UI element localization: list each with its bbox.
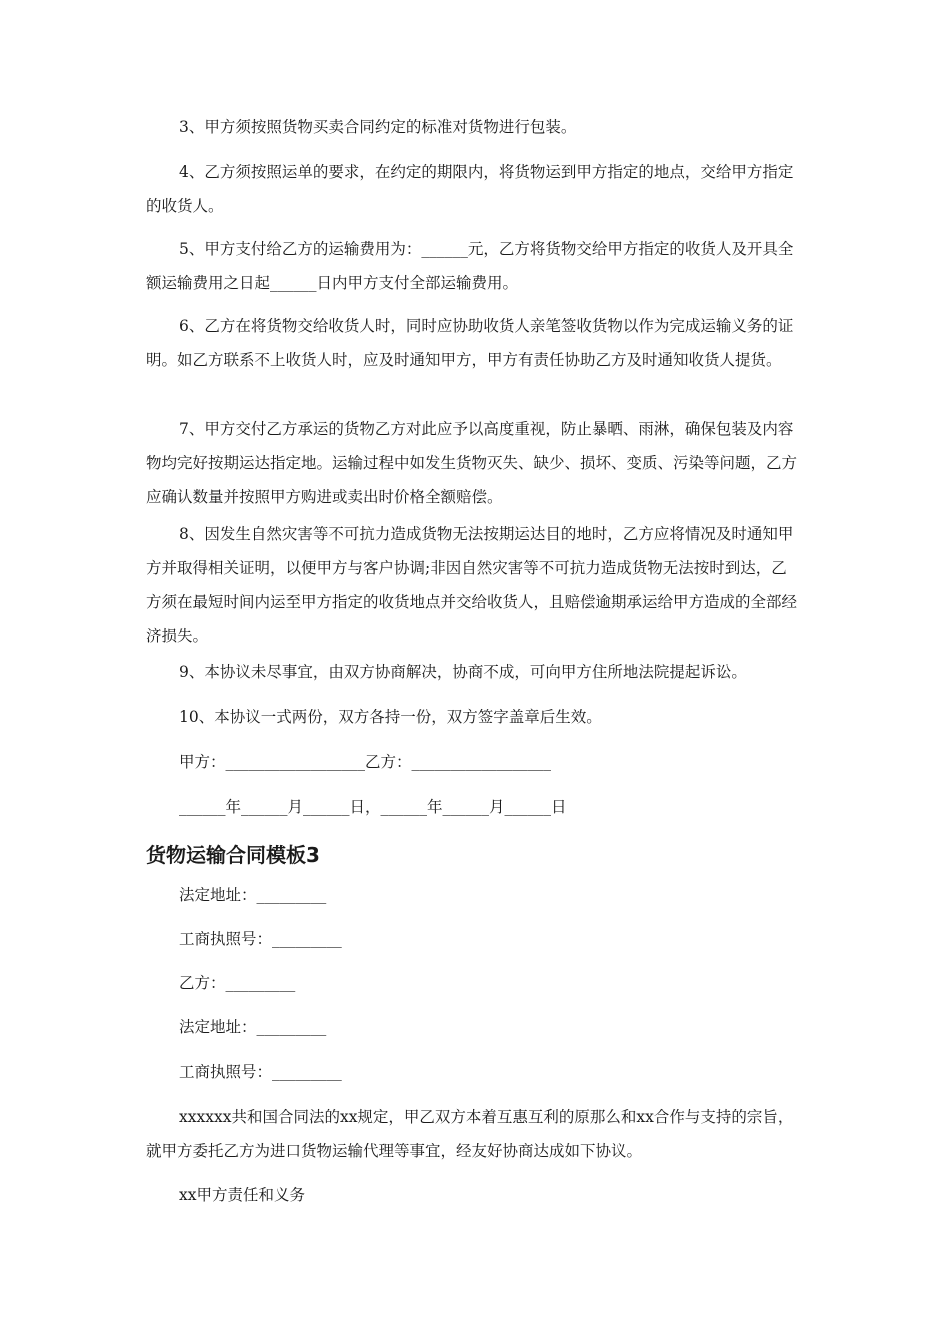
signature-parties: 甲方：__________________乙方：__________________ <box>179 753 552 771</box>
party-a-duties-heading: xx甲方责任和义务 <box>179 1186 305 1204</box>
clause-6: 6、乙方在将货物交给收货人时，同时应协助收货人亲笔签收货物以作为完成运输义务的证明。如乙方联系不上收货人时，应及时通知甲方，甲方有责任协助乙方及时通知收货人提货。 <box>146 317 794 369</box>
party-a-address: 法定地址：_________ <box>179 886 327 904</box>
party-a-license: 工商执照号：_________ <box>179 930 342 948</box>
intro-paragraph: xxxxxx共和国合同法的xx规定，甲乙双方本着互惠互利的原那么和xx合作与支持的宗旨，就甲方委托乙方为进口货物运输代理等事宜，经友好协商达成如下协议。 <box>146 1108 794 1160</box>
party-b-label: 乙方：_________ <box>179 974 296 992</box>
party-b-address: 法定地址：_________ <box>179 1018 327 1036</box>
clause-10: 10、本协议一式两份，双方各持一份，双方签字盖章后生效。 <box>179 708 602 726</box>
signature-dates: ______年______月______日，______年______月______日 <box>179 798 567 816</box>
clause-8: 8、因发生自然灾害等不可抗力造成货物无法按期运达目的地时，乙方应将情况及时通知甲方并取得相关证明，以便甲方与客户协调;非因自然灾害等不可抗力造成货物无法按时到达，乙方须在最短时间内运至甲方指定的收货地点并交给收货人，且赔偿逾期承运给甲方造成的全部经济损失。 <box>146 525 798 645</box>
clause-4: 4、乙方须按照运单的要求，在约定的期限内，将货物运到甲方指定的地点，交给甲方指定的收货人。 <box>146 163 794 215</box>
clause-3: 3、甲方须按照货物买卖合同约定的标准对货物进行包装。 <box>179 118 577 136</box>
party-b-license: 工商执照号：_________ <box>179 1063 342 1081</box>
section-title: 货物运输合同模板3 <box>146 843 320 867</box>
clause-5: 5、甲方支付给乙方的运输费用为：______元，乙方将货物交给甲方指定的收货人及开具全额运输费用之日起______日内甲方支付全部运输费用。 <box>146 240 794 292</box>
clause-9: 9、本协议未尽事宜，由双方协商解决，协商不成，可向甲方住所地法院提起诉讼。 <box>179 663 747 681</box>
clause-7: 7、甲方交付乙方承运的货物乙方对此应予以高度重视，防止暴晒、雨淋，确保包装及内容物均完好按期运达指定地。运输过程中如发生货物灭失、缺少、损坏、变质、污染等问题，乙方应确认数量并按照甲方购进或卖出时价格全额赔偿。 <box>146 420 798 506</box>
